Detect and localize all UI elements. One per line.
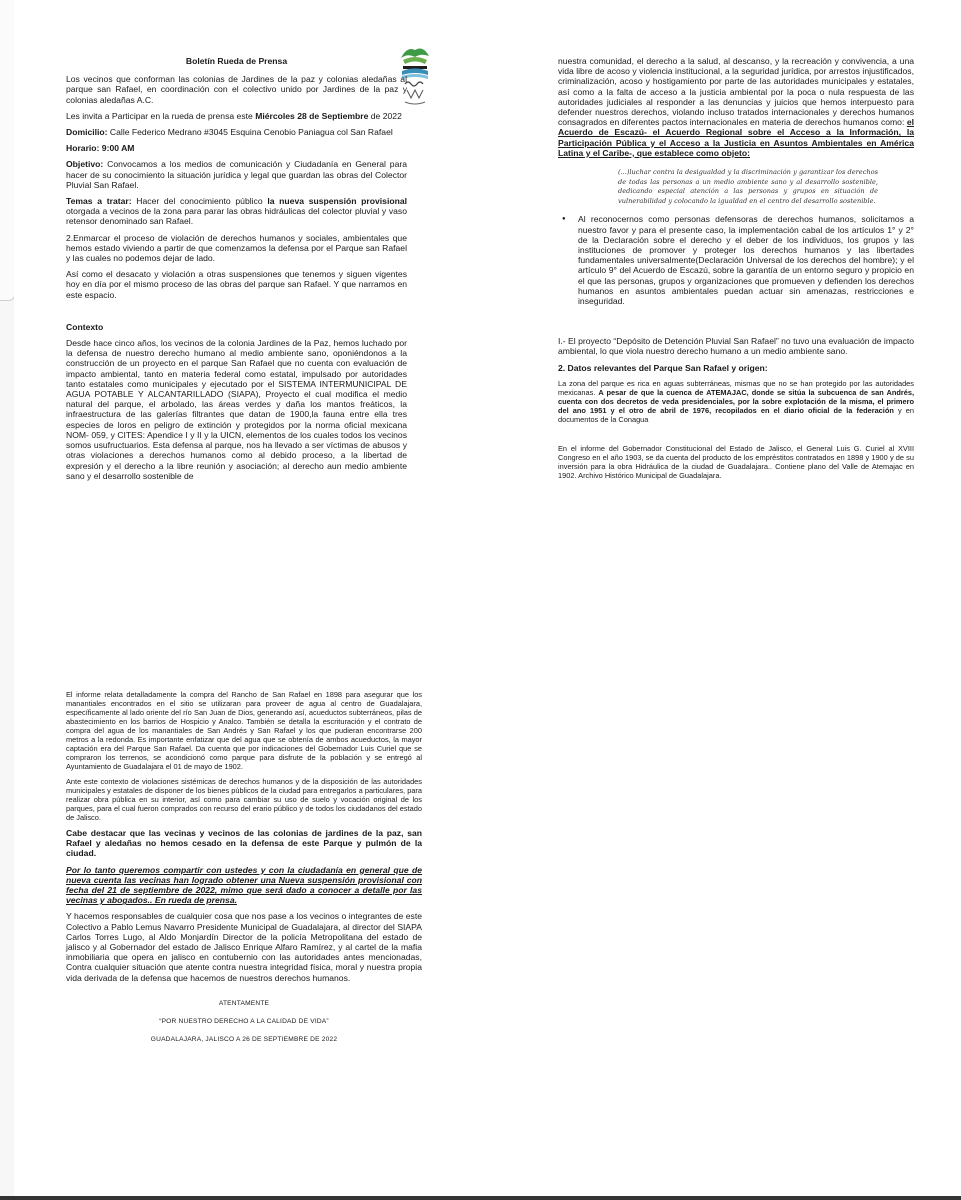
- bottom-border: [0, 1196, 961, 1200]
- bottom-section: [66, 690, 422, 1051]
- context-paragraph: Desde hace cinco años, los vecinos de la colonia Jardines de la Paz, hemos luchado por la defensa de nuestro derecho humano al medio ambiente sano, oponiéndonos a la construcción de un proyecto en el parque San Rafael que no cuenta con evaluación de impacto ambiental, tanto en materia federal como estatal, impulsado por autoridades tanto estatales como municipales y ejecutado por el SISTEMA INTERMUNICIPAL DE AGUA POTABLE Y ALCANTARILLADO (SIAPA), Proyecto el cual modifica el medio natural del parque, el arbolado, las áreas verdes y daña los mantos freáticos, la infraestructura de las galerías filtrantes que datan de 1900,la fauna entre ella tres especies de loros en peligro de extinción y protegidos por la norma oficial mexicana NOM- 059, y CITES: Apendice I y II y la UICN, elementos de los cuales todos los vecinos somos usufructuarios. Esta defensa al parque, nos ha llevado a ser víctimas de abusos y otras violaciones a derechos humanos como al debido proceso, a la libertad de expresión y el derecho a la libre reunión y asociación; al derecho aun medio ambiente sano y el desarrollo sostenible de: [66, 338, 407, 481]
- escazu-quote: (...)luchar contra la desigualdad y la discriminación y garantizar los derechos de todas las personas a un medio ambiente sano y al desarrollo sostenible, dedicando especial atención a las personas y grupos en situación de vulnerabilidad y colocando la igualdad en el centro del desarrollo sostenible.: [618, 168, 878, 205]
- objective-paragraph: Objetivo: Convocamos a los medios de comunicación y Ciudadanía en General para hacer de su conocimiento la situación jurídica y legal que guardan las obras del Colector Pluvial San Rafael.: [66, 159, 407, 190]
- event-date: Miércoles 28 de Septiembre: [255, 110, 369, 121]
- closing-atentamente: ATENTAMENTE: [218, 999, 270, 1007]
- highlight-paragraph: Cabe destacar que las vecinas y vecinos de las colonias de jardines de la paz, san Rafael y aledañas no hemos cesado en la defensa de este Parque y pulmón de la ciudad.: [66, 828, 422, 859]
- bullet-text: Al reconocernos como personas defensoras de derechos humanos, solicitamos a nuestro favor y para el presente caso, la implementación cabal de los artículos 1° y 2° de la Declaración sobre el derecho y el deber de los individuos, los grupos y las instituciones de promover y proteger los derechos humanos y las libertades fundamentales universalmente(Declaración Universal de los derechos del hombre); y el artículo 9° del Acuerdo de Escazú, sobre la garantía de un entorno seguro y propicio en el que las personas, grupos y organizaciones que promueven y defienden los derechos humanos en asuntos ambientales puedan actuar sin amenazas, restricciones e inseguridad.: [578, 214, 914, 307]
- bullet-dot-icon: ●: [562, 216, 566, 223]
- defenders-bullet: [558, 214, 914, 306]
- topics-paragraph: Temas a tratar: Hacer del conocimiento público la nueva suspensión provisional otorgada a vecinos de la zona para parar las obras hidráulicas del colector pluvial y vaso retensor denominado san Rafael.: [66, 196, 408, 227]
- project-paragraph: I.- El proyecto “Depósito de Detención Pluvial San Rafael” no tuvo una evaluación de impacto ambiental, lo que viola nuestro derecho humano a un medio ambiente sano.: [558, 336, 914, 357]
- closing-place-date: GUADALAJARA, JALISCO A 26 DE SEPTIEMBRE DE 2022: [150, 1036, 338, 1044]
- schedule-line: Horario: 9:00 AM: [66, 143, 135, 154]
- closing-motto: “POR NUESTRO DERECHO A LA CALIDAD DE VIDA”: [159, 1018, 329, 1026]
- report-details-paragraph: El informe relata detalladamente la compra del Rancho de San Rafael en 1898 para asegurar que los manantiales encontrados en el sitio se utilizaran para proveer de agua al centro de Guadalajara, específicamente al lado oriente del río San Juan de Dios, generando así, acueductos subterráneos, pilas de abastecimiento en los barrios de Hospicio y Analco. También se detalla la escrituración y el contrato de compra del agua de los manantiales de San Andrés y San Rafael y los que pudieran encontrarse 200 metros a la redonda. Es importante enfatizar que del agua que se obtenía de ambos acueductos, la mayor captación era del Parque San Rafael. Da cuenta que por indicaciones del Gobernador Luis Curiel que se compraron los terrenos, se acondicionó como parque para disfrute de la población y se entregó al Ayuntamiento de Guadalajara el 01 de mayo de 1902.: [66, 690, 422, 771]
- context-heading: Contexto: [66, 321, 104, 332]
- document-page: [14, 0, 961, 1200]
- right-column: [558, 56, 914, 486]
- contempt-paragraph: Así como el desacato y violación a otras suspensiones que tenemos y siguen vigentes hoy en día por el mismo proceso de las obras del parque san Rafael. Y que narramos en este espacio.: [66, 269, 407, 300]
- rights-paragraph: nuestra comunidad, el derecho a la salud, al descanso, y la recreación y convivencia, a una vida libre de acoso y violencia institucional, a la seguridad jurídica, por arrestos injustificados, criminalización, acoso y hostigamiento por parte de las autoridades municipales y estatales, así como a la falta de acceso a la justicia ambiental por la poca o nula respuesta de las autoridades judiciales al responder a las denuncias y juicios que hemos interpuesto para defender nuestros derechos, violando incluso tratados internacionales y derechos humanos consagrados en diferentes pactos internacionales en materia de derechos humanos como: el Acuerdo de Escazú- el Acuerdo Regional sobre el Acceso a la Información, la Participación Pública y el Acceso a la Justicia en Asuntos Ambientales en América Latina y el Caribe-, que establece como objeto:: [558, 56, 914, 158]
- address-paragraph: Domicilio: Calle Federico Medrano #3045 Esquina Cenobio Paniagua col San Rafael: [66, 127, 393, 138]
- systemic-violations-paragraph: Ante este contexto de violaciones sistémicas de derechos humanos y de la disposición de las autoridades municipales y estatales de disponer de los bienes públicos de la ciudad para entregarlos a particulares, para realizar obra pública en su interior, así como para cambiar su uso de suelo y vocación original de los parques, para el cual fueron comprados con recurso del erario público y de todos los ciudadanos del estado de Jalisco.: [66, 777, 422, 822]
- suspension-announcement: Por lo tanto queremos compartir con ustedes y con la ciudadanía en general que de nueva cuenta las vecinas han logrado obtener una Nueva suspensión provisional con fecha del 21 de septiembre de 2022, mimo que será dado a conocer a detalle por las vecinas y abogados.. En rueda de prensa.: [66, 864, 422, 906]
- relevant-data-heading: 2. Datos relevantes del Parque San Rafael y origen:: [558, 362, 768, 373]
- zone-paragraph: La zona del parque es rica en aguas subterráneas, mismas que no se han protegido por las autoridades mexicanas. A pesar de que la cuenca de ATEMAJAC, donde se sitúa la subcuenca de san Andrés, cuenta con dos decretos de veda presidenciales, por la sobre explotación de la misma, el primero del ano 1951 y el otro de abril de 1976, recopilados en el diario oficial de la federación y en documentos de la Conagua: [558, 378, 914, 424]
- responsibility-paragraph: Y hacemos responsables de cualquier cosa que nos pase a los vecinos o integrantes de este Colectivo a Pablo Lemus Navarro Presidente Municipal de Guadalajara, al director del SIAPA Carlos Torres Lugo, al Aldo Monjardín Director de la policía Metropolitana del estado de jalisco y al Gobernador del estado de Jalisco Enrique Alfaro Ramírez, y al cartel de la mafia inmobiliaria que opera en jalisco en contubernio con las autoridades antes mencionadas, Contra cualquier situación que atente contra nuestra integridad física, moral y nuestra propia vida derivada de la defensa que hacemos de nuestros derechos humanos.: [66, 911, 422, 983]
- invitation-paragraph: Les invita a Participar en la rueda de prensa este Miércoles 28 de Septiembre de 2022: [66, 110, 402, 121]
- bulletin-title: Boletín Rueda de Prensa: [185, 56, 288, 66]
- escazu-agreement-text: el Acuerdo de Escazú- el Acuerdo Regional sobre el Acceso a la Información, la Participación Pública y el Acceso a la Justicia en Asuntos Ambientales en América Latina y el Caribe-, que establece como objeto:: [558, 117, 914, 158]
- left-column: [66, 56, 407, 487]
- governor-report-paragraph: En el informe del Gobernador Constitucional del Estado de Jalisco, el General Luis G. Curiel al XVIII Congreso en el año 1903, se da cuenta del producto de los empréstitos contratados en 1898 y 1900 y de su inversión para la obra Hidráulica de la ciudad de Guadalajara.. Contiene plano del Valle de Atemajac en 1902. Archivo Histórico Municipal de Guadalajara.: [558, 443, 914, 480]
- previous-page-edge: [0, 0, 15, 301]
- point-two-paragraph: 2.Enmarcar el proceso de violación de derechos humanos y sociales, ambientales que hemos estado viviendo a partir de que comenzamos la defensa por el Parque san Rafael y las cuales no podemos dejar de lado.: [66, 232, 407, 264]
- intro-paragraph: Los vecinos que conforman las colonias de Jardines de la paz y colonias aledañas al parque san Rafael, en coordinación con el colectivo unido por Jardines de la paz y colonias aledañas A.C.: [66, 74, 407, 105]
